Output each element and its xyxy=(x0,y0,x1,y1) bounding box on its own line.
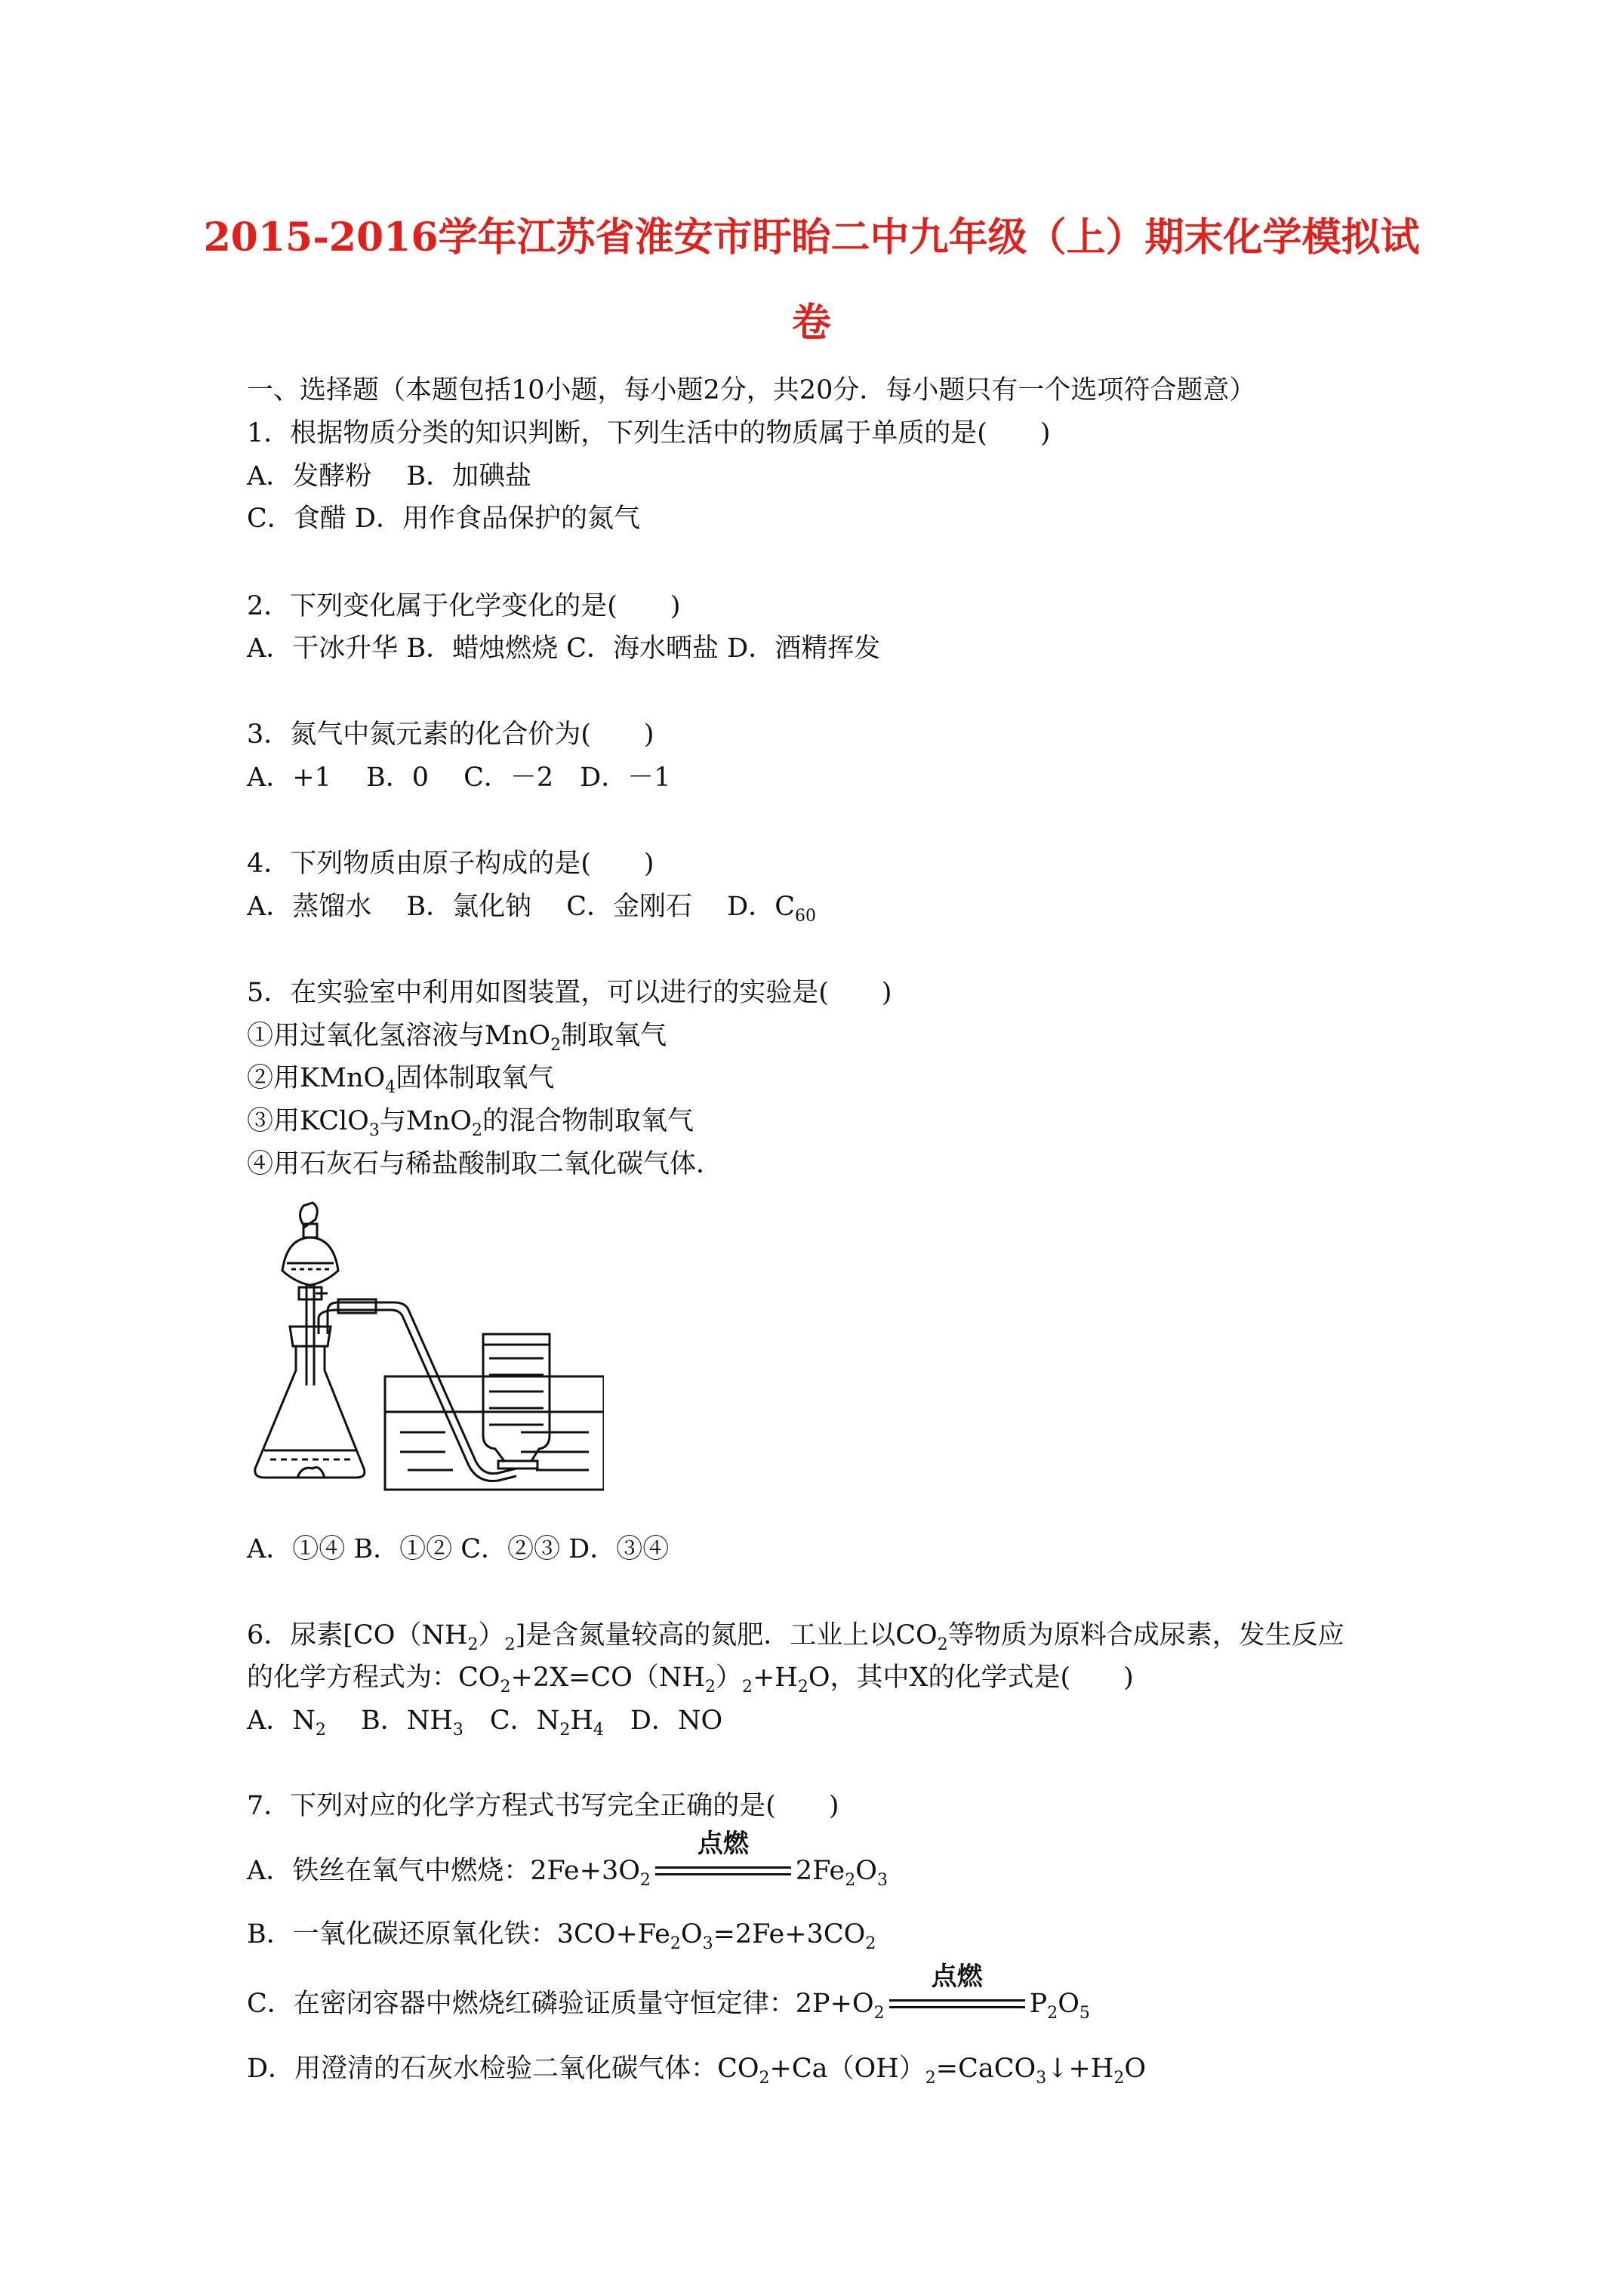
reaction-condition-arrow: 点燃 xyxy=(655,1854,791,1888)
exam-title-line2: 卷 xyxy=(791,300,831,346)
collecting-bottle xyxy=(483,1334,550,1461)
q3-options: A．+1 B．0 C．－2 D．－1 xyxy=(247,763,671,793)
flask-stopper xyxy=(290,1327,331,1346)
reaction-condition-arrow: 点燃 xyxy=(889,1987,1025,2020)
q1-options-row2: C．食醋 D．用作食品保护的氮气 xyxy=(247,504,640,534)
q6-stem-line2: 的化学方程式为：$CO_2+2X=CO(NH_2)_2+H_2O$，其中X的化学式是( ) xyxy=(247,1663,1134,1697)
q5-item-1: ①用过氧化氢溶液与MnO$_2$制取氧气 xyxy=(247,1021,667,1055)
q2-options: A．干冰升华 B．蜡烛燃烧 C．海水晒盐 D．酒精挥发 xyxy=(247,633,881,664)
q1-stem: 1．根据物质分类的知识判断，下列生活中的物质属于单质的是( ) xyxy=(247,418,1051,448)
q5-item-3: ③用KClO$_3$与MnO$_2$的混合物制取氧气 xyxy=(247,1106,694,1140)
q6-options: A．$N_2$ B．$NH_3$ C．$N_2H_4$ D．NO xyxy=(247,1706,723,1740)
q7-option-a: A．铁丝在氧气中燃烧：$2Fe+3O_2$ 点燃 $2Fe_2O_3$ xyxy=(247,1829,888,1890)
q7-option-c: C．在密闭容器中燃烧红磷验证质量守恒定律：$2P+O_2$ 点燃 $P_2O_5$ xyxy=(247,1962,1090,2023)
q6-stem-line1: 6．尿素$[CO(NH_2)_2]$是含氮量较高的氮肥．工业上以$CO_2$等物质为原料合成尿素，发生反应 xyxy=(247,1620,1344,1654)
q4-stem: 4．下列物质由原子构成的是( ) xyxy=(247,849,654,879)
solid-reagent xyxy=(297,1468,325,1478)
q2-stem: 2．下列变化属于化学变化的是( ) xyxy=(247,591,681,621)
q7-stem: 7．下列对应的化学方程式书写完全正确的是( ) xyxy=(247,1791,839,1821)
gas-apparatus-diagram xyxy=(249,1197,604,1502)
q5-stem: 5．在实验室中利用如图装置，可以进行的实验是( ) xyxy=(247,978,892,1008)
q5-item-2: ②用KMnO$_4$固体制取氧气 xyxy=(247,1063,555,1097)
q7-option-d: D．用澄清的石灰水检验二氧化碳气体：$CO_2+Ca(OH)_2=CaCO_3↓+H_2O$ xyxy=(247,2054,1147,2088)
section-heading: 一、选择题（本题包括10小题，每小题2分，共20分．每小题只有一个选项符合题意） xyxy=(247,375,1256,405)
exam-title-line1: 2015-2016学年江苏省淮安市盱眙二中九年级（上）期末化学模拟试 xyxy=(203,214,1420,260)
conical-flask xyxy=(255,1346,365,1478)
q5-options: A．①④ B．①② C．②③ D．③④ xyxy=(247,1534,670,1564)
funnel-bulb xyxy=(282,1237,338,1285)
q7-option-b: B．一氧化碳还原氧化铁：$3CO+Fe_2O_3=2Fe+3CO_2$ xyxy=(247,1919,876,1953)
q3-stem: 3．氮气中氮元素的化合价为( ) xyxy=(247,720,654,750)
q1-options-row1: A．发酵粉 B．加碘盐 xyxy=(247,461,532,492)
q4-options: A．蒸馏水 B．氯化钠 C．金刚石 D．$C_{60}$ xyxy=(247,892,816,926)
q5-item-4: ④用石灰石与稀盐酸制取二氧化碳气体． xyxy=(247,1149,723,1179)
